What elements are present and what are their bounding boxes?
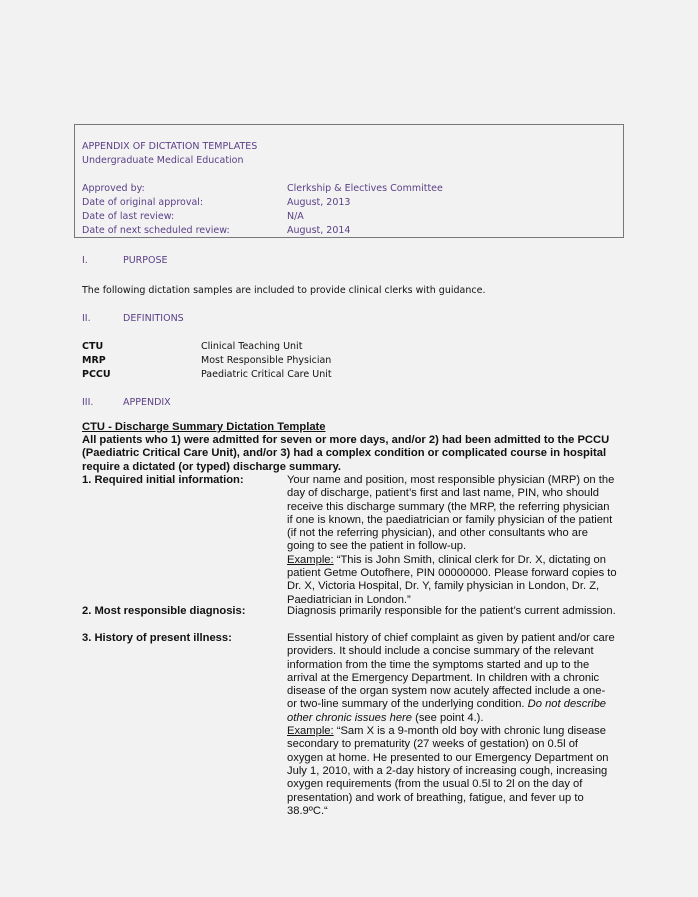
definition-abbr: PCCU	[82, 369, 111, 380]
item-text-required-info	[287, 474, 617, 607]
template-intro: All patients who 1) were admitted for seven or more days, and/or 2) had been admitted to the PCCU (Paediatric Critical Care Unit), and/or 3) had a complex condition or complicated course in hospital require a dictated (or typed) discharge summary.	[82, 434, 610, 473]
section-number: I.	[82, 255, 88, 266]
next-review-value: August, 2014	[287, 225, 351, 236]
section-title-appendix: APPENDIX	[123, 397, 171, 408]
section-number: III.	[82, 397, 94, 408]
definition-abbr: MRP	[82, 355, 106, 366]
example-label: Example:	[287, 553, 334, 566]
last-review-label: Date of last review:	[82, 211, 175, 222]
template-title: CTU - Discharge Summary Dictation Template	[82, 421, 326, 433]
original-approval-value: August, 2013	[287, 197, 351, 208]
document-subtitle: Undergraduate Medical Education	[82, 155, 244, 166]
item-label-required-info: 1. Required initial information:	[82, 474, 244, 486]
item-label-history: 3. History of present illness:	[82, 632, 232, 644]
section-title-definitions: DEFINITIONS	[123, 313, 184, 324]
item-body: Essential history of chief complaint as given by patient and/or care providers. It should include a concise summary of the relevant information from the time the symptoms started and up to the arrival at the Emergency Department. In children with a chronic disease of the organ system now acutely affected include a one- or two-line summary of the underlying condition.	[287, 632, 615, 711]
italic-note-suffix: (see point 4.).	[412, 711, 484, 724]
item-body: Your name and position, most responsible physician (MRP) on the day of discharge, patient’s first and last name, PIN, who should receive this discharge summary (the MRP, the referring physician if one is known, the paediatrician or family physician of the patient (if not the referring physician), and other consultants who are going to see the patient in follow-up.	[287, 474, 615, 553]
example-label: Example:	[287, 725, 334, 738]
approved-by-label: Approved by:	[82, 183, 145, 194]
definition-term: Most Responsible Physician	[201, 355, 332, 366]
section-title-purpose: PURPOSE	[123, 255, 168, 266]
item-label-diagnosis: 2. Most responsible diagnosis:	[82, 605, 246, 617]
definition-term: Paediatric Critical Care Unit	[201, 369, 332, 380]
original-approval-label: Date of original approval:	[82, 197, 204, 208]
item-text-diagnosis: Diagnosis primarily responsible for the patient’s current admission.	[287, 605, 616, 617]
example-text: “Sam X is a 9-month old boy with chronic lung disease secondary to prematurity (27 weeks of gestation) on 0.5l of oxygen at home. He presented to our Emergency Department on July 1, 2010, with a 2-day history of increasing cough, increasing oxygen requirements (from the usual 0.5l to 2l on the day of presentation) and work of breathing, fatigue, and fever up to 38.9ºC.“	[287, 725, 609, 817]
next-review-label: Date of next scheduled review:	[82, 225, 230, 236]
example-text: “This is John Smith, clinical clerk for Dr. X, dictating on patient Getme Outofhere, PIN 00000000. Please forward copies to Dr. X, Victoria Hospital, Dr. Y, family physician in London, Dr. Z, Paediatrician in London.”	[287, 553, 617, 606]
definition-term: Clinical Teaching Unit	[201, 341, 303, 352]
purpose-text: The following dictation samples are included to provide clinical clerks with guidance.	[82, 285, 486, 296]
item-text-history	[287, 632, 617, 818]
document-title: APPENDIX OF DICTATION TEMPLATES	[82, 141, 258, 152]
last-review-value: N/A	[287, 211, 304, 222]
section-number: II.	[82, 313, 91, 324]
definition-abbr: CTU	[82, 341, 104, 352]
italic-note: Do not describe other chronic issues here	[287, 698, 607, 724]
approved-by-value: Clerkship & Electives Committee	[287, 183, 443, 194]
